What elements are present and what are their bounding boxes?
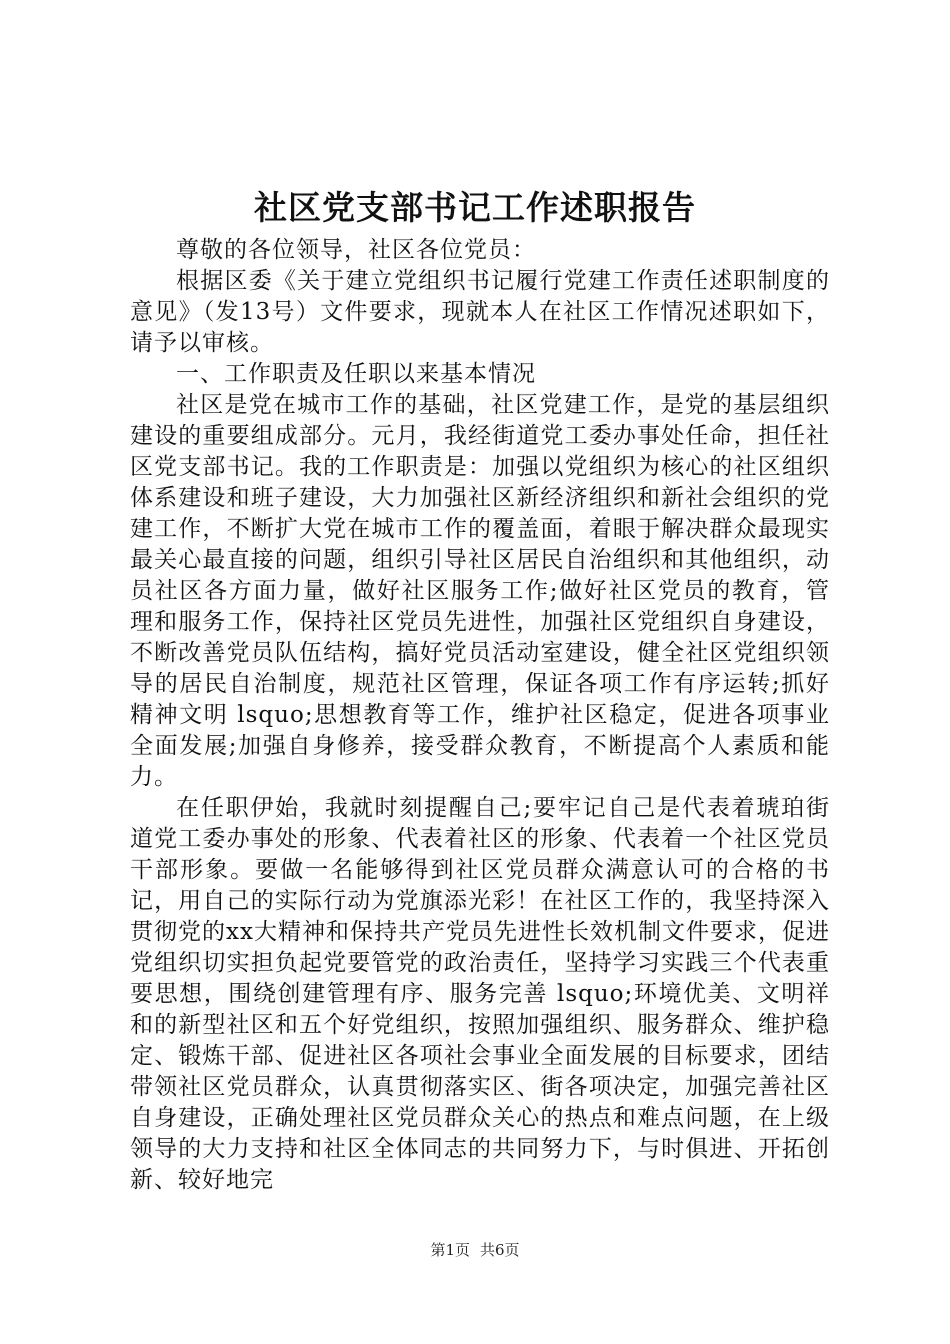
document-title: 社区党支部书记工作述职报告 (254, 188, 696, 227)
page-total: 共6页 (480, 1241, 520, 1259)
document-body (130, 235, 830, 1196)
body-paragraph: 在任职伊始，我就时刻提醒自己;要牢记自己是代表着琥珀街道党工委办事处的形象、代表着社区的形象、代表着一个社区党员干部形象。要做一名能够得到社区党员群众满意认可的合格的书记，用自己的实际行动为党旗添光彩！在社区工作的，我坚持深入贯彻党的xx大精神和保持共产党员先进性长效机制文件要求，促进党组织切实担负起党要管党的政治责任，坚持学习实践三个代表重要思想，围绕创建管理有序、服务完善 lsquo;环境优美、文明祥和的新型社区和五个好党组织，按照加强组织、服务群众、维护稳定、锻炼干部、促进社区各项社会事业全面发展的目标要求，团结带领社区党员群众，认真贯彻落实区、街各项决定，加强完善社区自身建设，正确处理社区党员群众关心的热点和难点问题，在上级领导的大力支持和社区全体同志的共同努力下，与时俱进、开拓创新、较好地完 (130, 795, 830, 1193)
section-heading: 一、工作职责及任职以来基本情况 (176, 361, 536, 387)
page-number: 第1页 (430, 1241, 470, 1259)
salutation-paragraph: 尊敬的各位领导，社区各位党员： (176, 237, 536, 263)
body-paragraph: 社区是党在城市工作的基础，社区党建工作，是党的基层组织建设的重要组成部分。元月，我经街道党工委办事处任命，担任社区党支部书记。我的工作职责是：加强以党组织为核心的社区组织体系建设和班子建设，大力加强社区新经济组织和新社会组织的党建工作，不断扩大党在城市工作的覆盖面，着眼于解决群众最现实最关心最直接的问题，组织引导社区居民自治组织和其他组织，动员社区各方面力量，做好社区服务工作;做好社区党员的教育，管理和服务工作，保持社区党员先进性，加强社区党组织自身建设，不断改善党员队伍结构，搞好党员活动室建设，健全社区党组织领导的居民自治制度，规范社区管理，保证各项工作有序运转;抓好精神文明 lsquo;思想教育等工作，维护社区稳定，促进各项事业全面发展;加强自身修养，接受群众教育，不断提高个人素质和能力。 (130, 392, 830, 790)
intro-paragraph: 根据区委《关于建立党组织书记履行党建工作责任述职制度的意见》（发13号）文件要求，现就本人在社区工作情况述职如下，请予以审核。 (130, 268, 830, 356)
page-footer (0, 1240, 950, 1260)
